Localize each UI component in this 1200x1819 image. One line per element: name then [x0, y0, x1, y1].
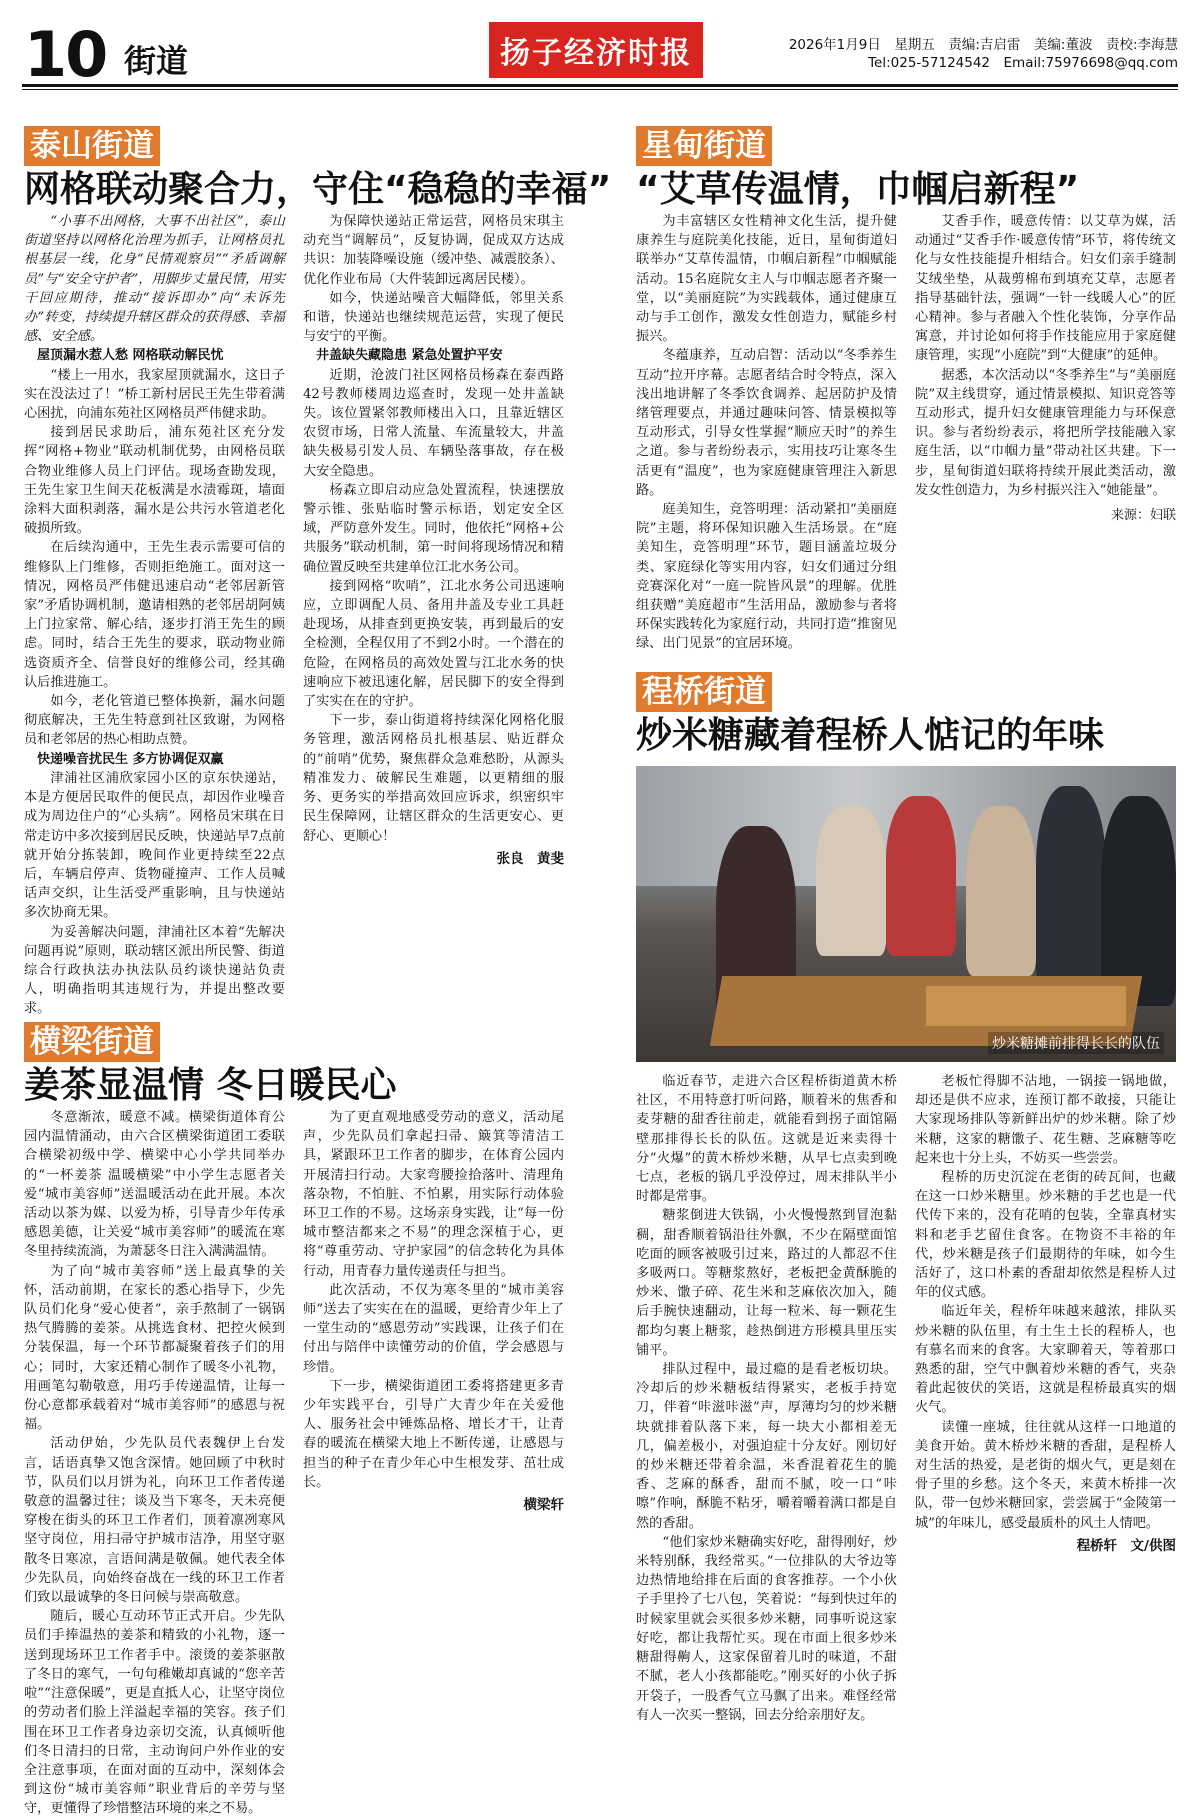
taishan-paragraph: 为妥善解决问题，津浦社区本着“先解决问题再说”原则，联动辖区派出所民警、街道综合行政执法办执法队员约谈快递站负责人，明确指明其违规行为，并提出整改要求。 — [24, 924, 285, 1017]
xingdian-col-2 — [915, 212, 1176, 640]
chengqiao-col-1 — [636, 1072, 897, 1723]
photo-person-shape — [816, 806, 886, 956]
taishan-paragraph: 如今，快递站噪音大幅降低，邻里关系和谐，快递站也继续规范运营，实现了便民与安宁的平衡。 — [303, 290, 564, 345]
hengliang-paragraph: 此次活动，不仅为寒冬里的“城市美容师”送去了实实在在的温暖，更给青少年上了一堂生动的“感恩劳动”实践课，让孩子们在付出与陪伴中读懂劳动的价值，学会感恩与珍惜。 — [303, 1282, 564, 1375]
xingdian-paragraph: 冬蕴康养，互动启智：活动以“冬季养生互动”拉开序幕。志愿者结合时令特点，深入浅出地讲解了冬季饮食调养、起居防护及情绪管理要点，并通过趣味问答、情景模拟等互动形式，引导女性掌握“顺应天时”的养生之道。参与者纷纷表示，实用技巧让寒冬生活更有“温度”，也为家庭健康管理注入新思路。 — [636, 348, 897, 498]
taishan-tag: 泰山街道 — [24, 126, 160, 166]
chengqiao-paragraph: 排队过程中，最过瘾的是看老板切块。冷却后的炒米糖板结得紧实，老板手持宽刀，伴着“咔滋咔滋”声，厚薄均匀的炒米糖块就排着队落下来，每一块大小都相差无几，偏差极小，对强迫症十分友好。刚切好的炒米糖还带着余温，米香混着花生的脆香、芝麻的酥香，甜而不腻，咬一口“咔嚓”作响，酥脆不粘牙，嚼着嚼着满口都是自然的香甜。 — [636, 1362, 897, 1531]
hengliang-headline: 姜茶显温情 冬日暖民心 — [24, 1065, 397, 1106]
masthead-rule — [22, 84, 1178, 87]
hengliang-paragraph: 随后，暖心互动环节正式开启。少先队员们手捧温热的姜茶和精致的小礼物，逐一送到现场环卫工作者手中。滚烫的姜茶驱散了冬日的寒气，一句句稚嫩却真诚的“您辛苦啦”“注意保暖”，更是直抵人心，让坚守岗位的劳动者们脸上洋溢起幸福的笑容。孩子们围在环卫工作者身边亲切交流，认真倾听他们冬日清扫的日常，主动询问户外作业的安全注意事项，在面对面的互动中，深刻体会到这份“城市美容师”职业背后的辛劳与坚守，更懂得了珍惜整洁环境的来之不易。 — [24, 1609, 285, 1817]
hengliang-paragraph: 为了向“城市美容师”送上最真挚的关怀，活动前期，在家长的悉心指导下，少先队员们化身“爱心使者”，亲手熬制了一锅锅热气腾腾的姜茶。从挑选食材、把控火候到分装保温，每一个环节都凝聚着孩子们的用心；同时，大家还精心制作了暖冬小礼物，用画笔勾勒敬意，用巧手传递温情，让每一份心意都承载着对“城市美容师”的感恩与祝福。 — [24, 1263, 285, 1433]
photo-person-shape — [1036, 786, 1106, 986]
chengqiao-tag: 程桥街道 — [636, 672, 772, 712]
taishan-subhead-3: 井盖缺失藏隐患 紧急处置护平安 — [316, 348, 503, 364]
photo-candy-block-shape — [926, 986, 1126, 1026]
photo-person-shape — [886, 796, 956, 956]
xingdian-paragraph: 艾香手作，暖意传情：以艾草为媒，活动通过“艾香手作·暖意传情”环节，将传统文化与女性技能提升相结合。妇女们亲手缝制艾绒坐垫，从裁剪棉布到填充艾草，志愿者指导基础针法，强调“一针一线暖人心”的匠心精神。参与者融入个性化装饰，分享作品寓意，并讨论如何将手作技能应用于家庭健康管理，实现“小庭院”到“大健康”的延伸。 — [915, 214, 1176, 364]
taishan-paragraph: “楼上一用水，我家屋顶就漏水，这日子实在没法过了！”桥工新村居民王先生带着满心困扰，向浦东苑社区网格员严伟健求助。 — [24, 367, 285, 422]
taishan-paragraph: 杨森立即启动应急处置流程，快速摆放警示锥、张贴临时警示标语，划定安全区域，严防意外发生。同时，他依托“网格+公共服务”联动机制，第一时间将现场情况和精确位置反映至共建单位江北水务公司。 — [303, 482, 564, 575]
xingdian-article-header — [636, 126, 1079, 212]
taishan-subhead-1: 屋顶漏水惹人愁 网格联动解民忧 — [37, 348, 224, 364]
xingdian-source: 来源：妇联 — [1110, 508, 1176, 524]
taishan-paragraph: 接到居民求助后，浦东苑社区充分发挥“网格+物业”联动机制优势，由网格员联合物业维修人员上门评估。现场查勘发现，王先生家卫生间天花板满是水渍霉斑，墙面涂料大面积剥落，漏水是公共污水管道老化破损所致。 — [24, 425, 285, 537]
xingdian-headline: “艾草传温情，巾帼启新程” — [636, 169, 1080, 210]
taishan-paragraph: 在后续沟通中，王先生表示需要可信的维修队上门维修，否则拒绝施工。面对这一情况，网格员严伟健迅速启动“老邻居新管家”矛盾协调机制，邀请相熟的老邻居胡阿姨上门拉家常、解心结，逐步打消王先生的顾虑。同时，结合王先生的要求，联动物业筛选资质齐全、信誉良好的维修公司，经其确认后推进施工。 — [24, 540, 285, 690]
xingdian-paragraph: 为丰富辖区女性精神文化生活，提升健康养生与庭院美化技能，近日，星甸街道妇联举办“艾草传温情，巾帼启新程”巾帼赋能活动。15名庭院女主人与巾帼志愿者齐聚一堂，以“美丽庭院”为实践载体，通过健康互动与手工创作，激发女性创造力，赋能乡村振兴。 — [636, 214, 897, 345]
taishan-paragraph: 为保障快递站正常运营，网格员宋琪主动充当“调解员”，反复协调，促成双方达成共识：加装降噪设施（缓冲垫、减震胶条）、优化作业布局（大件装卸远离居民楼）。 — [303, 214, 564, 287]
xingdian-paragraph: 据悉，本次活动以“冬季养生”与“美丽庭院”双主线贯穿，通过情景模拟、知识竞答等互动形式，提升妇女健康管理能力与环保意识。参与者纷纷表示，将把所学技能融入家庭生活，以“巾帼力量”带动社区共建。下一步，星甸街道妇联将持续开展此类活动，激发女性创造力，为乡村振兴注入“她能量”。 — [915, 367, 1176, 498]
masthead-info — [789, 36, 1178, 72]
taishan-body — [24, 212, 564, 1017]
masthead-info-line1: 2026年1月9日 星期五 责编:吉启雷 美编:董波 责校:李海慧 — [788, 37, 1178, 53]
hengliang-col-1 — [24, 1108, 285, 1817]
taishan-paragraph: 如今，老化管道已整体换新，漏水问题彻底解决，王先生特意到社区致谢，为网格员和老邻居的热心相助点赞。 — [24, 694, 285, 748]
hengliang-paragraph: 冬意渐浓，暖意不减。横梁街道体育公园内温情涌动，由六合区横梁街道团工委联合横梁初级中学、横梁中心小学共同举办的“一杯姜茶 温暖横梁”中小学生志愿者关爱“城市美容师”送温暖活动在此开展。本次活动以茶为媒、以爱为桥，引导青少年传承感恩美德，让关爱“城市美容师”的暖流在寒冬里持续流淌，为萧瑟冬日注入满满温情。 — [24, 1110, 285, 1260]
chengqiao-photo — [636, 766, 1176, 1062]
chengqiao-article-header — [636, 672, 1104, 758]
hengliang-paragraph: 活动伊始，少先队员代表魏伊上台发言，话语真挚又饱含深情。她回顾了中秋时节，队员们以月饼为礼，向环卫工作者传递敬意的温馨过往；谈及当下寒冬，天未亮便穿梭在街头的环卫工作者们，顶着凛冽寒风坚守岗位，用扫帚守护城市洁净，用坚守驱散冬日寒凉，言语间满是敬佩。她代表全体少先队员，向始终奋战在一线的环卫工作者们致以最诚挚的冬日问候与崇高敬意。 — [24, 1436, 285, 1606]
photo-caption: 炒米糖摊前排得长长的队伍 — [988, 1032, 1164, 1054]
hengliang-col-2 — [303, 1108, 564, 1710]
xingdian-col-1 — [636, 212, 897, 652]
hengliang-article-header — [24, 1022, 397, 1108]
hengliang-paragraph: 为了更直观地感受劳动的意义，活动尾声，少先队员们拿起扫帚、簸箕等清洁工具，紧跟环卫工作者的脚步，在体育公园内开展清扫行动。大家弯腰捡拾落叶、清理角落杂物，不怕脏、不怕累，用实际行动体验环卫工作的不易。这场亲身实践，让“每一份城市整洁都来之不易”的理念深植于心，更将“尊重劳动、守护家园”的信念转化为具体行动，用青春力量传递责任与担当。 — [303, 1110, 564, 1279]
chengqiao-headline: 炒米糖藏着程桥人惦记的年味 — [636, 715, 1105, 756]
taishan-subhead-2: 快递噪音扰民生 多方协调促双赢 — [37, 751, 224, 767]
page-number: 10 — [24, 18, 107, 91]
masthead-info-line2: Tel:025-57124542 Email:75976698@qq.com — [868, 55, 1178, 71]
hengliang-paragraph: 下一步，横梁街道团工委将搭建更多青少年实践平台，引导广大青少年在关爱他人、服务社会中锤炼品格、增长才干，让青春的暖流在横梁大地上不断传递，让感恩与担当的种子在青少年心中生根发芽、茁壮成长。 — [303, 1378, 564, 1490]
xingdian-tag: 星甸街道 — [636, 126, 772, 166]
chengqiao-paragraph: 老板忙得脚不沾地，一锅接一锅地做，却还是供不应求，连预订都不敢接，只能让大家现场排队等新鲜出炉的炒米糖。除了炒米糖，这家的糖馓子、花生糖、芝麻糖等吃起来也十分上头，不妨买一些尝尝。 — [915, 1074, 1176, 1166]
xingdian-body — [636, 212, 1176, 652]
chengqiao-paragraph: 临近年关，程桥年味越来越浓，排队买炒米糖的队伍里，有土生土长的程桥人，也有慕名而来的食客。大家聊着天，等着那口熟悉的甜，空气中飘着炒米糖的香气，夹杂着此起彼伏的笑语，这就是程桥最真实的烟火气。 — [915, 1304, 1176, 1416]
taishan-col-2 — [303, 212, 564, 1010]
masthead-rule-thin — [22, 89, 1178, 90]
taishan-paragraph: 近期，沧波门社区网格员杨森在泰西路42号教师楼周边巡查时，发现一处井盖缺失。该位置紧邻教师楼出入口，且靠近辖区农贸市场，日常人流量、车流量较大，井盖缺失极易引发人员、车辆坠落事故，存在极大安全隐患。 — [303, 367, 564, 479]
chengqiao-paragraph: 程桥的历史沉淀在老街的砖瓦间，也藏在这一口炒米糖里。炒米糖的手艺也是一代代传下来的，没有花哨的包装，全靠真材实料和老手艺留住食客。在物资不丰裕的年代，炒米糖是孩子们最期待的年味，如今生活好了，这口朴素的香甜却依然是程桥人过年的仪式感。 — [915, 1170, 1176, 1301]
taishan-paragraph: 接到网格“吹哨”，江北水务公司迅速响应，立即调配人员、备用井盖及专业工具赶赴现场，从排查到更换安装，再到最后的安全检测，全程仅用了不到2小时。一个潜在的危险，在网格员的高效处置与江北水务的快速响应下被迅速化解，居民脚下的安全得到了实实在在的守护。 — [303, 578, 564, 710]
chengqiao-col-2 — [915, 1072, 1176, 1710]
chengqiao-paragraph: “他们家炒米糖确实好吃，甜得刚好，炒米特别酥，我经常买。”一位排队的大爷边等边热情地给排在后面的食客推荐。一个小伙子手里拎了七八包，笑着说：“每到快过年的时候家里就会买很多炒米糖，同事听说这家好吃，都让我帮忙买。现在市面上很多炒米糖甜得齁人，这家保留着儿时的味道，不甜不腻，老人小孩都能吃。”刚买好的小伙子拆开袋子，一股香气立马飘了出来。难怪经常有人一次买一整锅，回去分给亲朋好友。 — [636, 1534, 897, 1723]
hengliang-byline: 横梁轩 — [523, 1497, 564, 1514]
newspaper-logo: 扬子经济时报 — [489, 22, 703, 78]
taishan-byline: 张良 黄斐 — [496, 850, 564, 867]
xingdian-paragraph: 庭美知生，竞答明理：活动紧扣“美丽庭院”主题，将环保知识融入生活场景。在“庭美知生，竞答明理”环节，题目涵盖垃圾分类、家庭绿化等实用内容，妇女们通过分组竞赛深化对“一庭一院皆风景”的理解。优胜组获赠“美庭超市”生活用品，激励参与者将环保实践转化为家庭行动，共同打造“推窗见绿、出门见景”的宜居环境。 — [636, 502, 897, 652]
taishan-headline: 网格联动聚合力，守住“稳稳的幸福” — [24, 169, 612, 210]
chengqiao-paragraph: 临近春节，走进六合区程桥街道黄木桥社区，不用特意打听问路，顺着米的焦香和麦芽糖的甜香往前走，就能看到拐子面馆隔壁那排得长长的队伍。这就是近来卖得十分“火爆”的黄木桥炒米糖，从早七点卖到晚七点，老板的锅几乎没停过，周末排队半小时都是常事。 — [636, 1074, 897, 1205]
hengliang-tag: 横梁街道 — [24, 1022, 160, 1062]
taishan-lead: “小事不出网格，大事不出社区”，泰山街道坚持以网格化治理为抓手，让网格员扎根基层一线，化身“民情观察员”“矛盾调解员”与“安全守护者”，用脚步丈量民情，用实干回应期待，推动“接诉即办”向“未诉先办”转变，持续提升辖区群众的获得感、幸福感、安全感。 — [24, 214, 285, 345]
taishan-col-1 — [24, 212, 285, 1017]
chengqiao-body — [636, 1072, 1176, 1723]
chengqiao-byline: 程桥轩 文/供图 — [1076, 1537, 1176, 1554]
chengqiao-paragraph: 糖浆倒进大铁锅，小火慢慢熬到冒泡黏稠，甜香顺着锅沿往外飘，不少在隔壁面馆吃面的顾客被吸引过来，路过的人都忍不住多吸两口。等糖浆熬好，老板把金黄酥脆的炒米、馓子碎、花生米和芝麻依次加入，随后手腕快速翻动，让每一粒米、每一颗花生都均匀裹上糖浆，趁热倒进方形模具里压实铺平。 — [636, 1208, 897, 1358]
section-title: 街道 — [124, 42, 189, 80]
taishan-paragraph: 下一步，泰山街道将持续深化网格化服务管理，激活网格员扎根基层、贴近群众的“前哨”优势，聚焦群众急难愁盼，从源头精准发力、破解民生难题，以更精细的服务、更务实的举措高效回应诉求，织密织牢民生保障网，让辖区群众的生活更安心、更舒心、更顺心！ — [303, 713, 564, 844]
hengliang-body — [24, 1108, 564, 1817]
photo-person-shape — [966, 806, 1036, 976]
chengqiao-paragraph: 读懂一座城，往往就从这样一口地道的美食开始。黄木桥炒米糖的香甜，是程桥人对生活的热爱，是老街的烟火气，更是刻在骨子里的乡愁。这个冬天，来黄木桥排一次队，带一包炒米糖回家，尝尝属于“金陵第一城”的年味儿，感受最质朴的风土人情吧。 — [915, 1419, 1176, 1531]
photo-person-shape — [1101, 796, 1176, 1006]
taishan-article-header — [24, 126, 611, 212]
taishan-paragraph: 津浦社区浦欣家园小区的京东快递站，本是方便居民取件的便民点，却因作业噪音成为周边住户的“心头病”。网格员宋琪在日常走访中多次接到居民反映，快递站早7点前就开始分拣装卸，晚间作业更持续至22点后，车辆启停声、货物碰撞声、工作人员喊话声交织，让生活受严重影响，且与快递站多次协商无果。 — [24, 770, 285, 921]
